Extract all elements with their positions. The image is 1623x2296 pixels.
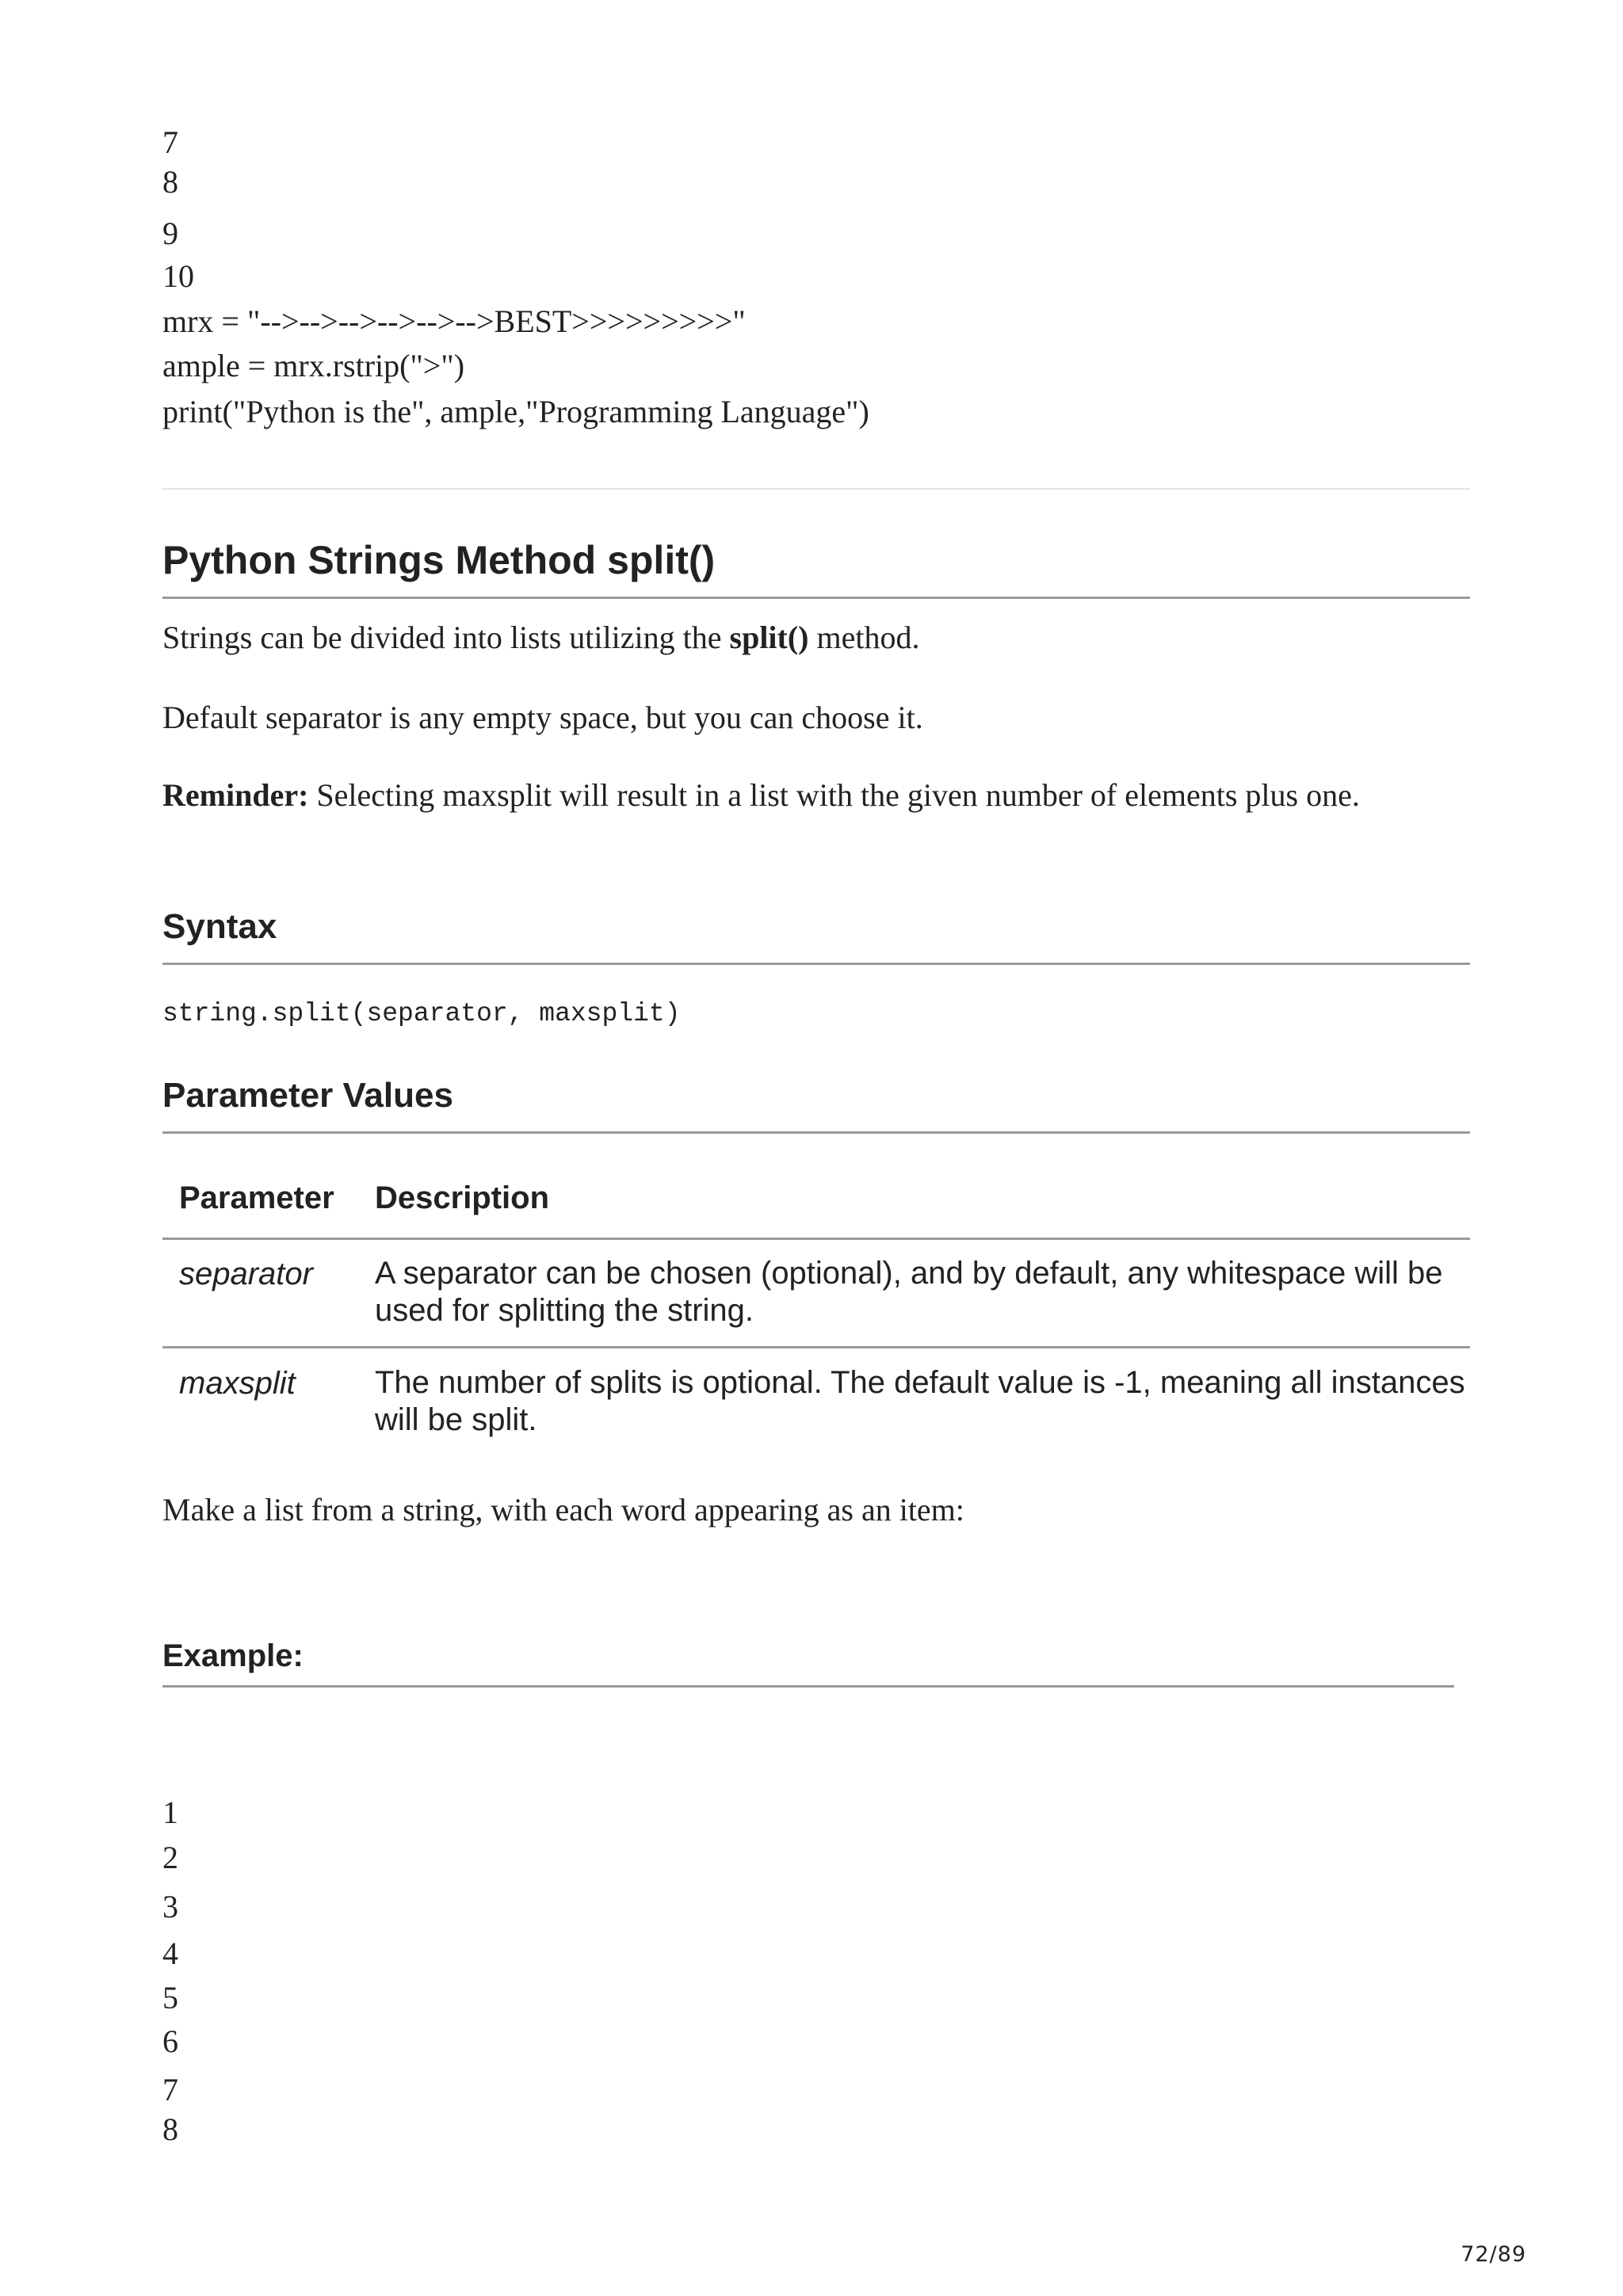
code-line: mrx = "-->-->-->-->-->-->BEST>>>>>>>>>"	[162, 303, 746, 339]
table-row-rule	[162, 1346, 1470, 1348]
default-separator-paragraph: Default separator is any empty space, but you can choose it.	[162, 700, 923, 735]
section-title: Python Strings Method split()	[162, 538, 716, 582]
line-number: 10	[162, 258, 194, 294]
parameter-table	[162, 1179, 1470, 1456]
parameter-values-heading: Parameter Values	[162, 1076, 453, 1115]
syntax-heading: Syntax	[162, 907, 277, 946]
parameter-description: The number of splits is optional. The default value is -1, meaning all instances will be split.	[375, 1365, 1465, 1437]
example-heading: Example:	[162, 1638, 304, 1673]
line-number: 2	[162, 1840, 178, 1875]
line-number: 1	[162, 1794, 178, 1830]
method-name: split()	[729, 620, 809, 655]
page-indicator: 72/89	[1461, 2242, 1526, 2267]
parameter-description: A separator can be chosen (optional), and by default, any whitespace will be used for splitting the string.	[375, 1256, 1443, 1328]
code-line: print("Python is the", ample,"Programming Language")	[162, 394, 869, 429]
syntax-code: string.split(separator, maxsplit)	[162, 999, 681, 1028]
heading-underline	[162, 1131, 1470, 1134]
reminder-label: Reminder:	[162, 777, 309, 813]
line-number: 4	[162, 1936, 178, 1971]
intro-paragraph: Strings can be divided into lists utilizing the split() method.	[162, 620, 920, 655]
parameter-name: separator	[179, 1257, 313, 1291]
section-divider	[162, 488, 1470, 490]
line-number: 8	[162, 164, 178, 200]
column-header-parameter: Parameter	[179, 1180, 334, 1215]
heading-underline	[162, 597, 1470, 599]
line-number: 9	[162, 215, 178, 251]
line-number: 7	[162, 2072, 178, 2107]
line-number: 3	[162, 1889, 178, 1924]
line-number: 5	[162, 1980, 178, 2016]
line-number: 6	[162, 2023, 178, 2059]
parameter-name: maxsplit	[179, 1366, 296, 1401]
heading-underline	[162, 963, 1470, 965]
table-header-rule	[162, 1238, 1470, 1240]
code-line: ample = mrx.rstrip(">")	[162, 348, 465, 383]
heading-underline	[162, 1685, 1454, 1688]
column-header-description: Description	[375, 1180, 550, 1215]
reminder-paragraph: Reminder: Selecting maxsplit will result in a list with the given number of elements plus one.	[162, 777, 1360, 813]
line-number: 8	[162, 2111, 178, 2147]
example-intro: Make a list from a string, with each word appearing as an item:	[162, 1492, 964, 1527]
line-number: 7	[162, 124, 178, 160]
